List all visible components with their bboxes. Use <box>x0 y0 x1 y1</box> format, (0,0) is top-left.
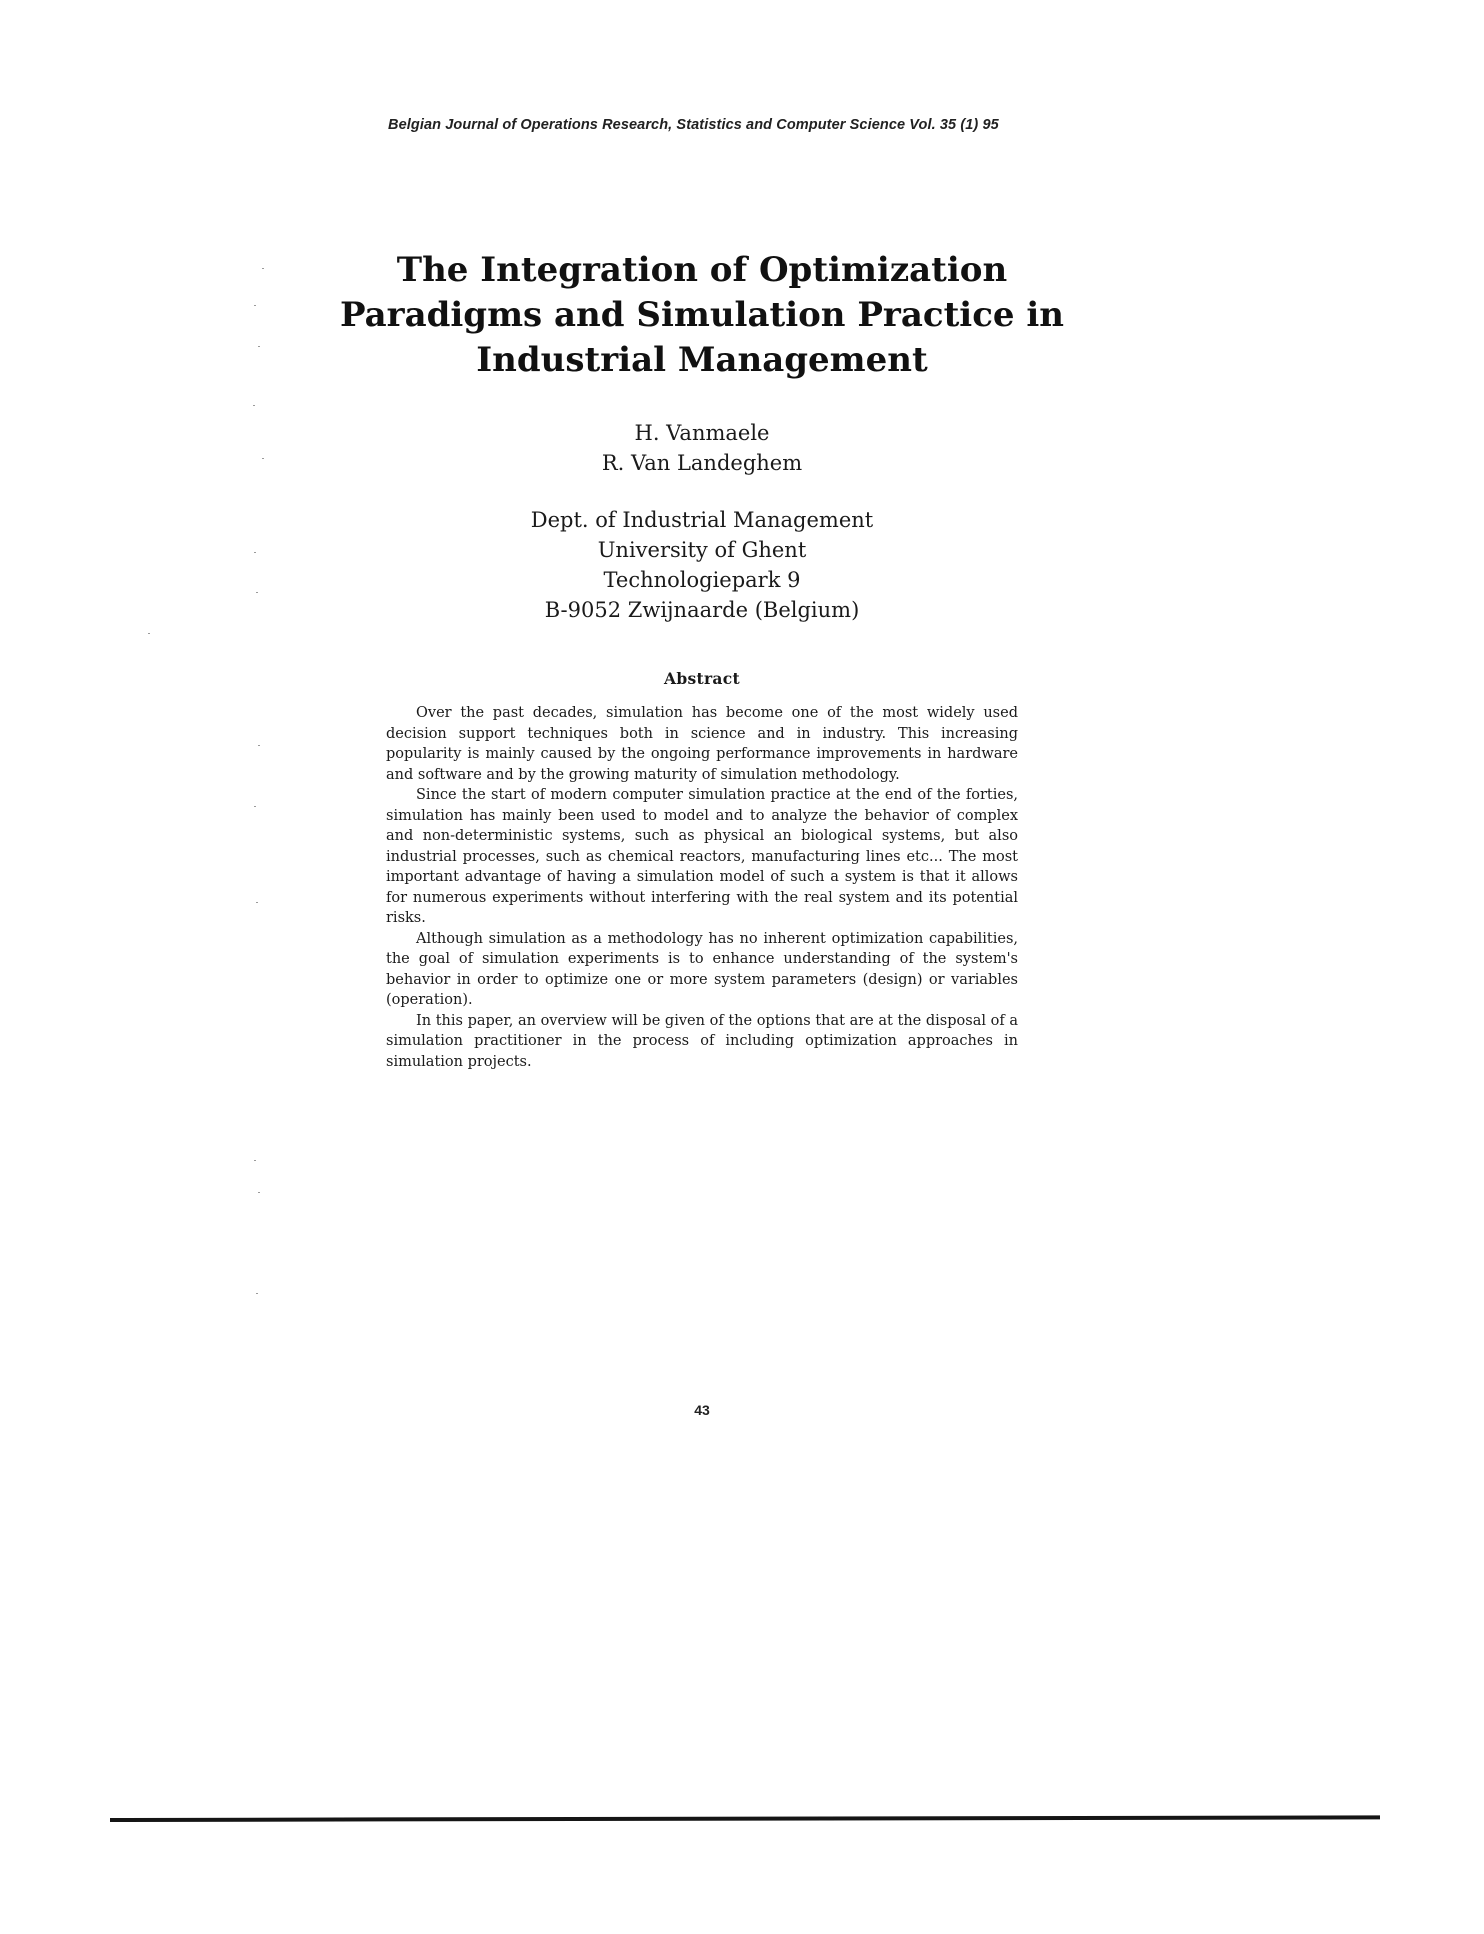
scan-speck <box>262 268 264 269</box>
scan-speck <box>254 305 256 306</box>
abstract-body <box>386 703 1018 1072</box>
title-line: The Integration of Optimization <box>396 250 1008 290</box>
scan-speck <box>258 1192 260 1193</box>
scan-speck <box>254 1160 256 1161</box>
affiliation <box>450 505 954 625</box>
scan-speck <box>256 592 258 593</box>
affiliation-line: Technologiepark 9 <box>603 568 801 592</box>
scan-speck <box>262 458 264 459</box>
abstract-paragraph: Although simulation as a methodology has no inherent optimization capabilities, the goal of simulation experiments is to enhance understanding of the system's behavior in order to optimize one or more system parameters (design) or variables (operation). <box>386 930 1018 1008</box>
scan-speck <box>256 902 258 903</box>
running-header: Belgian Journal of Operations Research, Statistics and Computer Science Vol. 35 (1) 95 <box>388 117 999 133</box>
scan-speck <box>258 745 260 746</box>
abstract-heading: Abstract <box>664 669 740 688</box>
title-line: Industrial Management <box>476 340 928 380</box>
author-name: R. Van Landeghem <box>601 451 803 475</box>
scan-speck <box>253 405 255 406</box>
affiliation-line: Dept. of Industrial Management <box>530 508 874 532</box>
scan-speck <box>258 346 260 347</box>
affiliation-line: B-9052 Zwijnaarde (Belgium) <box>544 598 860 622</box>
affiliation-line: University of Ghent <box>597 538 807 562</box>
abstract-paragraph: Since the start of modern computer simulation practice at the end of the forties, simulation has mainly been used to model and to analyze the behavior of complex and non-deterministic systems, such as physical an biological systems, but also industrial processes, such as chemical reactors, manufacturing lines etc... The most important advantage of having a simulation model of such a system is that it allows for numerous experiments without interfering with the real system and its potential risks. <box>386 787 1018 926</box>
author-list <box>500 418 904 478</box>
abstract-paragraph: In this paper, an overview will be given of the options that are at the disposal of a simulation practitioner in the process of including optimization approaches in simulation projects. <box>386 1012 1018 1070</box>
footer-rule <box>110 1815 1380 1822</box>
scan-speck <box>254 806 256 807</box>
scan-speck <box>256 1293 258 1294</box>
scan-speck <box>254 552 256 553</box>
scan-speck <box>148 633 150 634</box>
page-number: 43 <box>694 1402 710 1418</box>
abstract-paragraph: Over the past decades, simulation has become one of the most widely used decision support techniques both in science and in industry. This increasing popularity is mainly caused by the ongoing performance improvements in hardware and software and by the growing maturity of simulation methodology. <box>386 705 1018 783</box>
author-name: H. Vanmaele <box>634 421 770 445</box>
paper-title <box>300 248 1104 383</box>
title-line: Paradigms and Simulation Practice in <box>339 295 1064 335</box>
